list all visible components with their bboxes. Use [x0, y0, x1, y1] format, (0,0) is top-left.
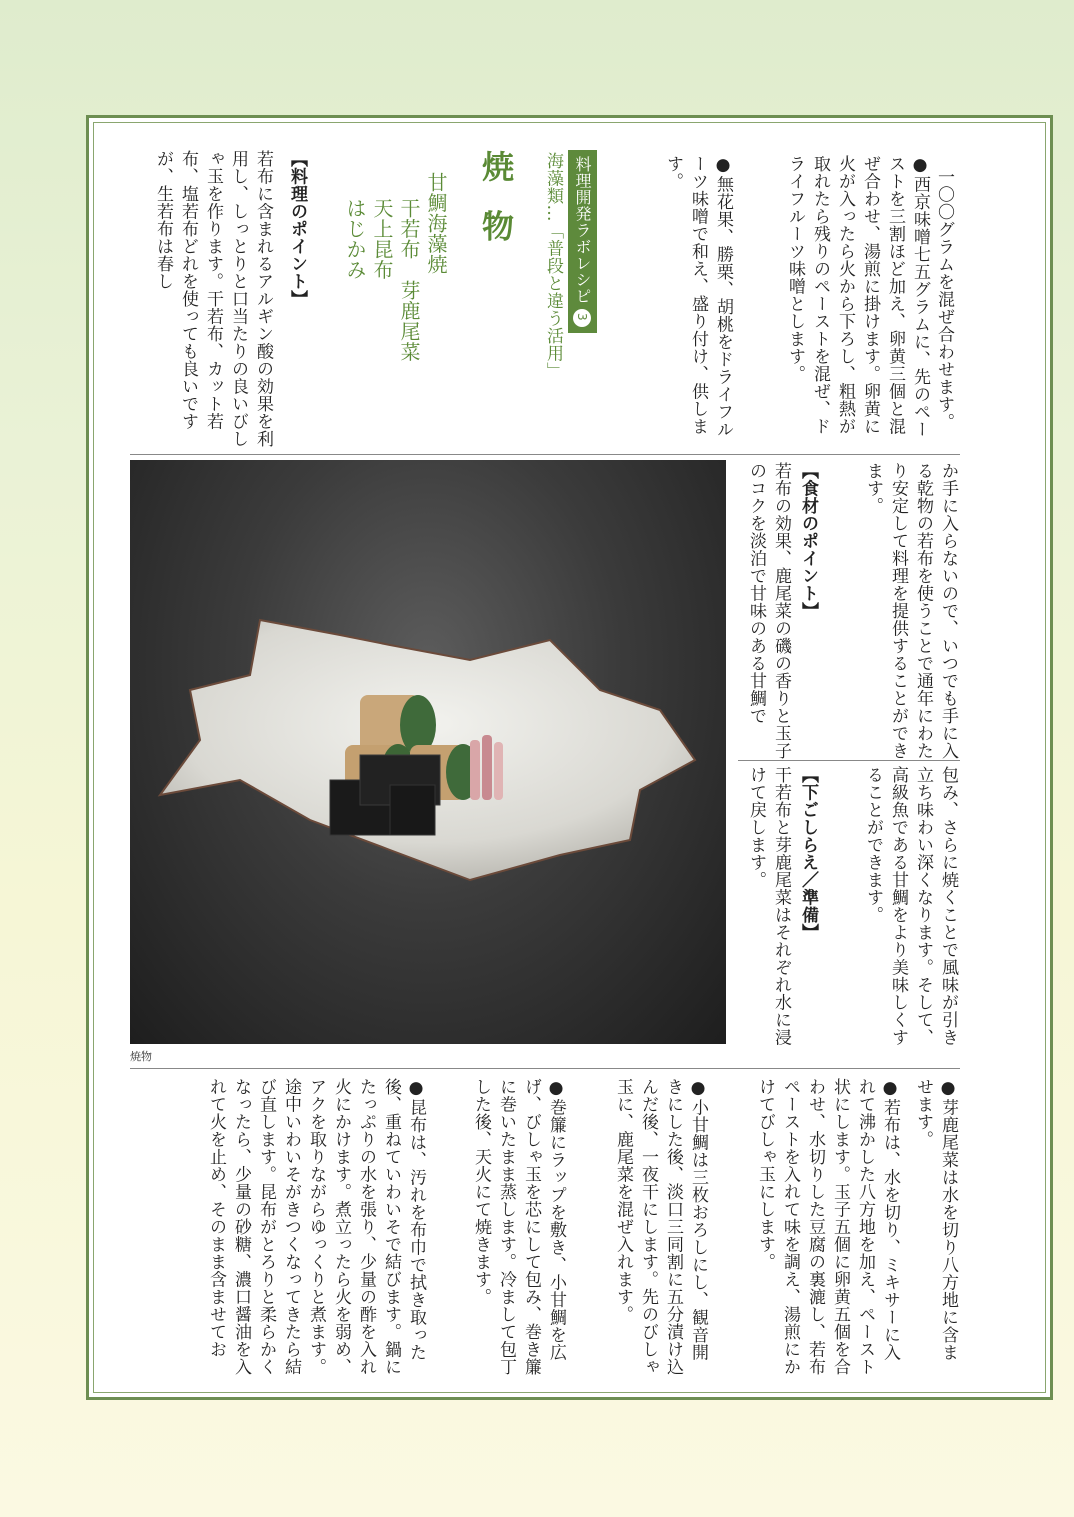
cooking-point-heading: 【料理のポイント】	[287, 150, 307, 308]
ingredient-point-body: 若布の効果、鹿尾菜の磯の香りと玉子のコクを淡泊で甘味のある甘鯛で	[746, 462, 791, 760]
badge-number: 3	[573, 309, 591, 327]
dish-photo	[130, 460, 726, 1044]
top-col-1: 一〇〇グラムを混ぜ合わせます。	[934, 168, 954, 431]
dish-name-2: 干若布 芽鹿尾菜	[397, 198, 421, 362]
right-upper-text: か手に入らないので、いつでも手に入る乾物の若布を使うことで通年にわたり安定して料理を提供することができます。	[863, 462, 958, 760]
dish-illustration	[130, 460, 726, 1044]
cooking-point-body: 若布に含まれるアルギン酸の効果を利用し、しっとりと口当たりの良いびしゃ玉を作ります。干若布、カット若布、塩若布どれを使っても良いですが、生若布は春し	[153, 150, 273, 448]
hajikami	[470, 735, 503, 800]
prep-body: 干若布と芽鹿尾菜はそれぞれ水に浸けて戻します。	[746, 766, 791, 1046]
divider-mid	[738, 760, 960, 761]
header-badge-wrap	[568, 150, 597, 350]
page-title: 焼 物	[477, 150, 515, 250]
subtitle: 海藻類…「普段と違う活用」	[543, 152, 563, 380]
bottom-col-2: ●若布は、水を切り、ミキサーに入れて沸かした八方地を加え、ペースト状にします。玉子五個に卵黄五個を合わせ、水切りした豆腐の裏漉し、若布ペーストを入れて味を調え、湯煎にかけてびしゃ玉にします。	[755, 1078, 900, 1376]
dish-name-3: 天上昆布	[370, 198, 394, 280]
prep-heading: 【下ごしらえ／準備】	[798, 766, 818, 941]
ingredient-point-heading: 【食材のポイント】	[798, 462, 818, 620]
series-badge: 料理開発ラボレシピ3	[568, 150, 597, 333]
bottom-col-3: ●小甘鯛は三枚おろしにし、観音開きにした後、淡口三同割に五分漬け込んだ後、一夜干にします。先のびしゃ玉に、鹿尾菜を混ぜ入れます。	[613, 1078, 708, 1376]
bottom-col-5: ●昆布は、汚れを布巾で拭き取った後、重ねていわいそで結びます。鍋にたっぷりの水を張り、少量の酢を入れ火にかけます。煮立ったら火を弱め、アクを取りながらゆっくりと煮ます。途中いわいそがきつくなってきたら結び直します。昆布がとろりと柔らかくなったら、少量の砂糖、濃口醤油を入れて火を止め、そのまま含ませてお	[206, 1078, 426, 1376]
bottom-col-4: ●巻簾にラップを敷き、小甘鯛を広げ、びしゃ玉を芯にして包み、巻き簾に巻いたまま蒸します。冷まして包丁した後、天火にて焼きます。	[471, 1078, 566, 1376]
dish-name-4: はじかみ	[343, 198, 367, 280]
photo-caption: 焼物	[130, 1050, 152, 1063]
top-col-2: ●西京味噌七五グラムに、先のペーストを三割ほど加え、卵黄三個と混ぜ合わせ、湯煎に掛けます。卵黄に火が入ったら火から下ろし、粗熱が取れたら残りのペーストを混ぜ、ドライフルーツ味噌とします。	[785, 155, 930, 438]
top-col-3: ●無花果、勝栗、胡桃をドライフルーツ味噌で和え、盛り付け、供します。	[663, 155, 733, 438]
bottom-col-1: ●芽鹿尾菜は水を切り八方地に含ませます。	[913, 1078, 958, 1361]
right-lower-text: 包み、さらに焼くことで風味が引き立ち味わい深くなります。そして、高級魚である甘鯛をより美味しくすることができます。	[863, 766, 958, 1046]
divider-top	[130, 454, 960, 455]
divider-bottom	[130, 1068, 960, 1069]
dish-name-1: 甘鯛海藻焼	[424, 172, 448, 275]
